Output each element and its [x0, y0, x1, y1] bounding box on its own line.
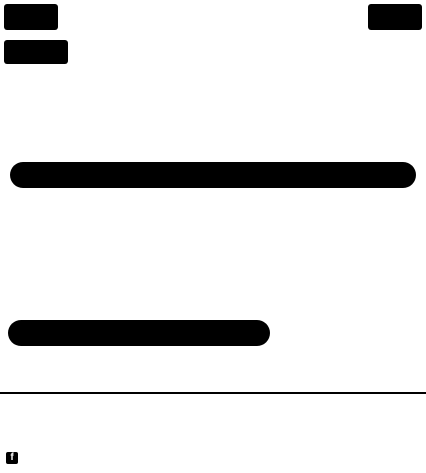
header — [0, 0, 426, 36]
page-title — [78, 2, 346, 32]
interview-banner-2 — [8, 320, 270, 346]
intro — [70, 37, 422, 65]
count-box — [4, 40, 68, 64]
facebook-page[interactable] — [6, 452, 22, 464]
facebook-icon: f — [6, 452, 18, 464]
urgent-departure-tag — [4, 4, 58, 30]
interview-banner-1 — [10, 162, 416, 188]
visa-tag — [368, 4, 422, 30]
footer — [0, 392, 426, 473]
